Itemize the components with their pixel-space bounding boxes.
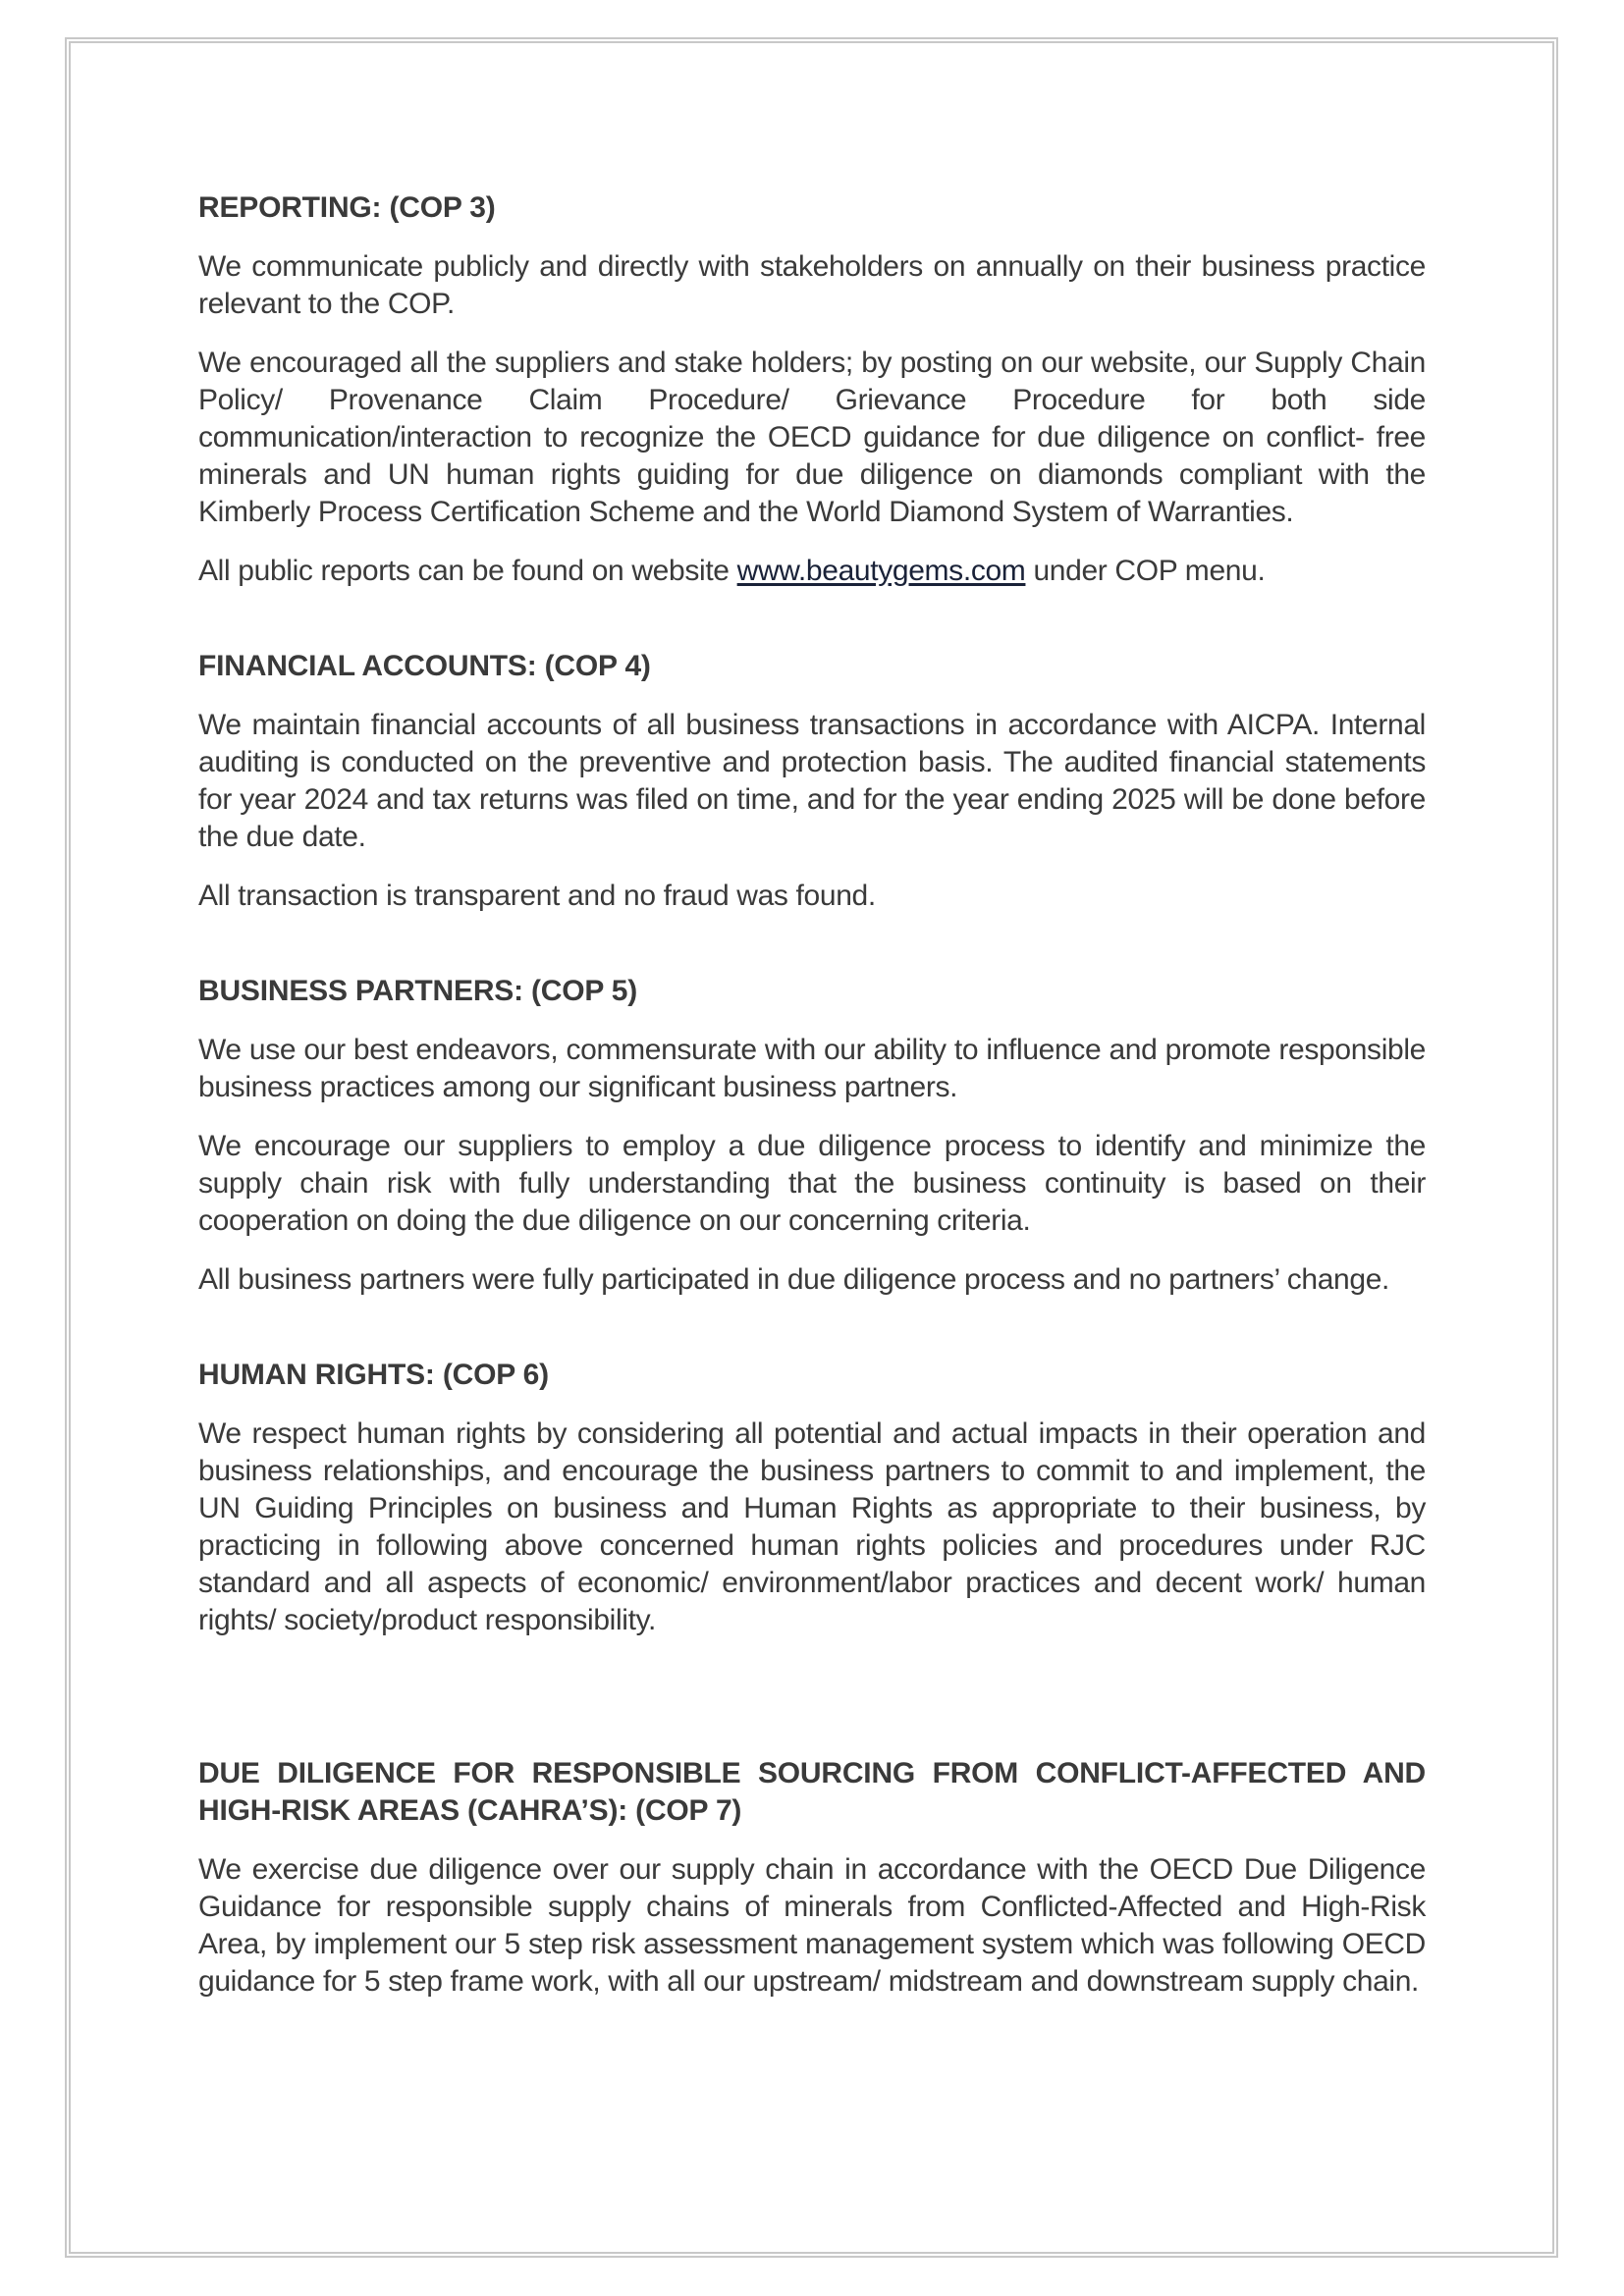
paragraph: All transaction is transparent and no fraud was found. [198,880,876,912]
paragraph: We communicate publicly and directly with stakeholders on annually on their business practice relevant to the COP. [198,250,1426,320]
paragraph-with-link [198,553,1426,590]
paragraph: We encouraged all the suppliers and stake holders; by posting on our website, our Supply Chain Policy/ Provenance Claim Procedure/ Grievance Procedure for both side communication/interaction to recognize the OECD guidance for due diligence on conflict- free minerals and UN human rights guiding for due diligence on diamonds compliant with the Kimberly Process Certification Scheme and the World Diamond System of Warranties. [198,347,1426,528]
section-heading: REPORTING: (COP 3) [198,191,496,224]
section-heading: HUMAN RIGHTS: (COP 6) [198,1359,549,1391]
section-due-diligence [198,1755,1426,2001]
section-business-partners [198,973,1426,1299]
paragraph: All business partners were fully participated in due diligence process and no partners’ change. [198,1263,1390,1296]
section-heading: FINANCIAL ACCOUNTS: (COP 4) [198,650,651,682]
section-heading: DUE DILIGENCE FOR RESPONSIBLE SOURCING FROM CONFLICT-AFFECTED AND HIGH-RISK AREAS (CAHRA’S): (COP 7) [198,1757,1426,1827]
paragraph: We use our best endeavors, commensurate with our ability to influence and promote responsible business practices among our significant business partners. [198,1034,1426,1103]
link-suffix-text: under COP menu. [1025,555,1266,587]
section-reporting [198,189,1426,590]
paragraph: We respect human rights by considering all potential and actual impacts in their operation and business relationships, and encourage the business partners to commit to and implement, the UN Guiding Principles on business and Human Rights as appropriate to their business, by practicing in following above concerned human rights policies and procedures under RJC standard and all aspects of economic/ environment/labor practices and decent work/ human rights/ society/product responsibility. [198,1417,1426,1636]
link-prefix-text: All public reports can be found on website [198,555,737,587]
section-heading: BUSINESS PARTNERS: (COP 5) [198,975,638,1007]
document-body [198,189,1426,2001]
website-link[interactable]: www.beautygems.com [736,555,1026,587]
section-human-rights [198,1357,1426,1639]
paragraph: We maintain financial accounts of all business transactions in accordance with AICPA. Internal auditing is conducted on the preventive and protection basis. The audited financial statements for year 2024 and tax returns was filed on time, and for the year ending 2025 will be done before the due date. [198,709,1426,853]
paragraph: We exercise due diligence over our supply chain in accordance with the OECD Due Diligence Guidance for responsible supply chains of minerals from Conflicted-Affected and High-Risk Area, by implement our 5 step risk assessment management system which was following OECD guidance for 5 step frame work, with all our upstream/ midstream and downstream supply chain. [198,1853,1426,1998]
section-financial-accounts [198,648,1426,915]
paragraph: We encourage our suppliers to employ a due diligence process to identify and minimize the supply chain risk with fully understanding that the business continuity is based on their cooperation on doing the due diligence on our concerning criteria. [198,1130,1426,1237]
